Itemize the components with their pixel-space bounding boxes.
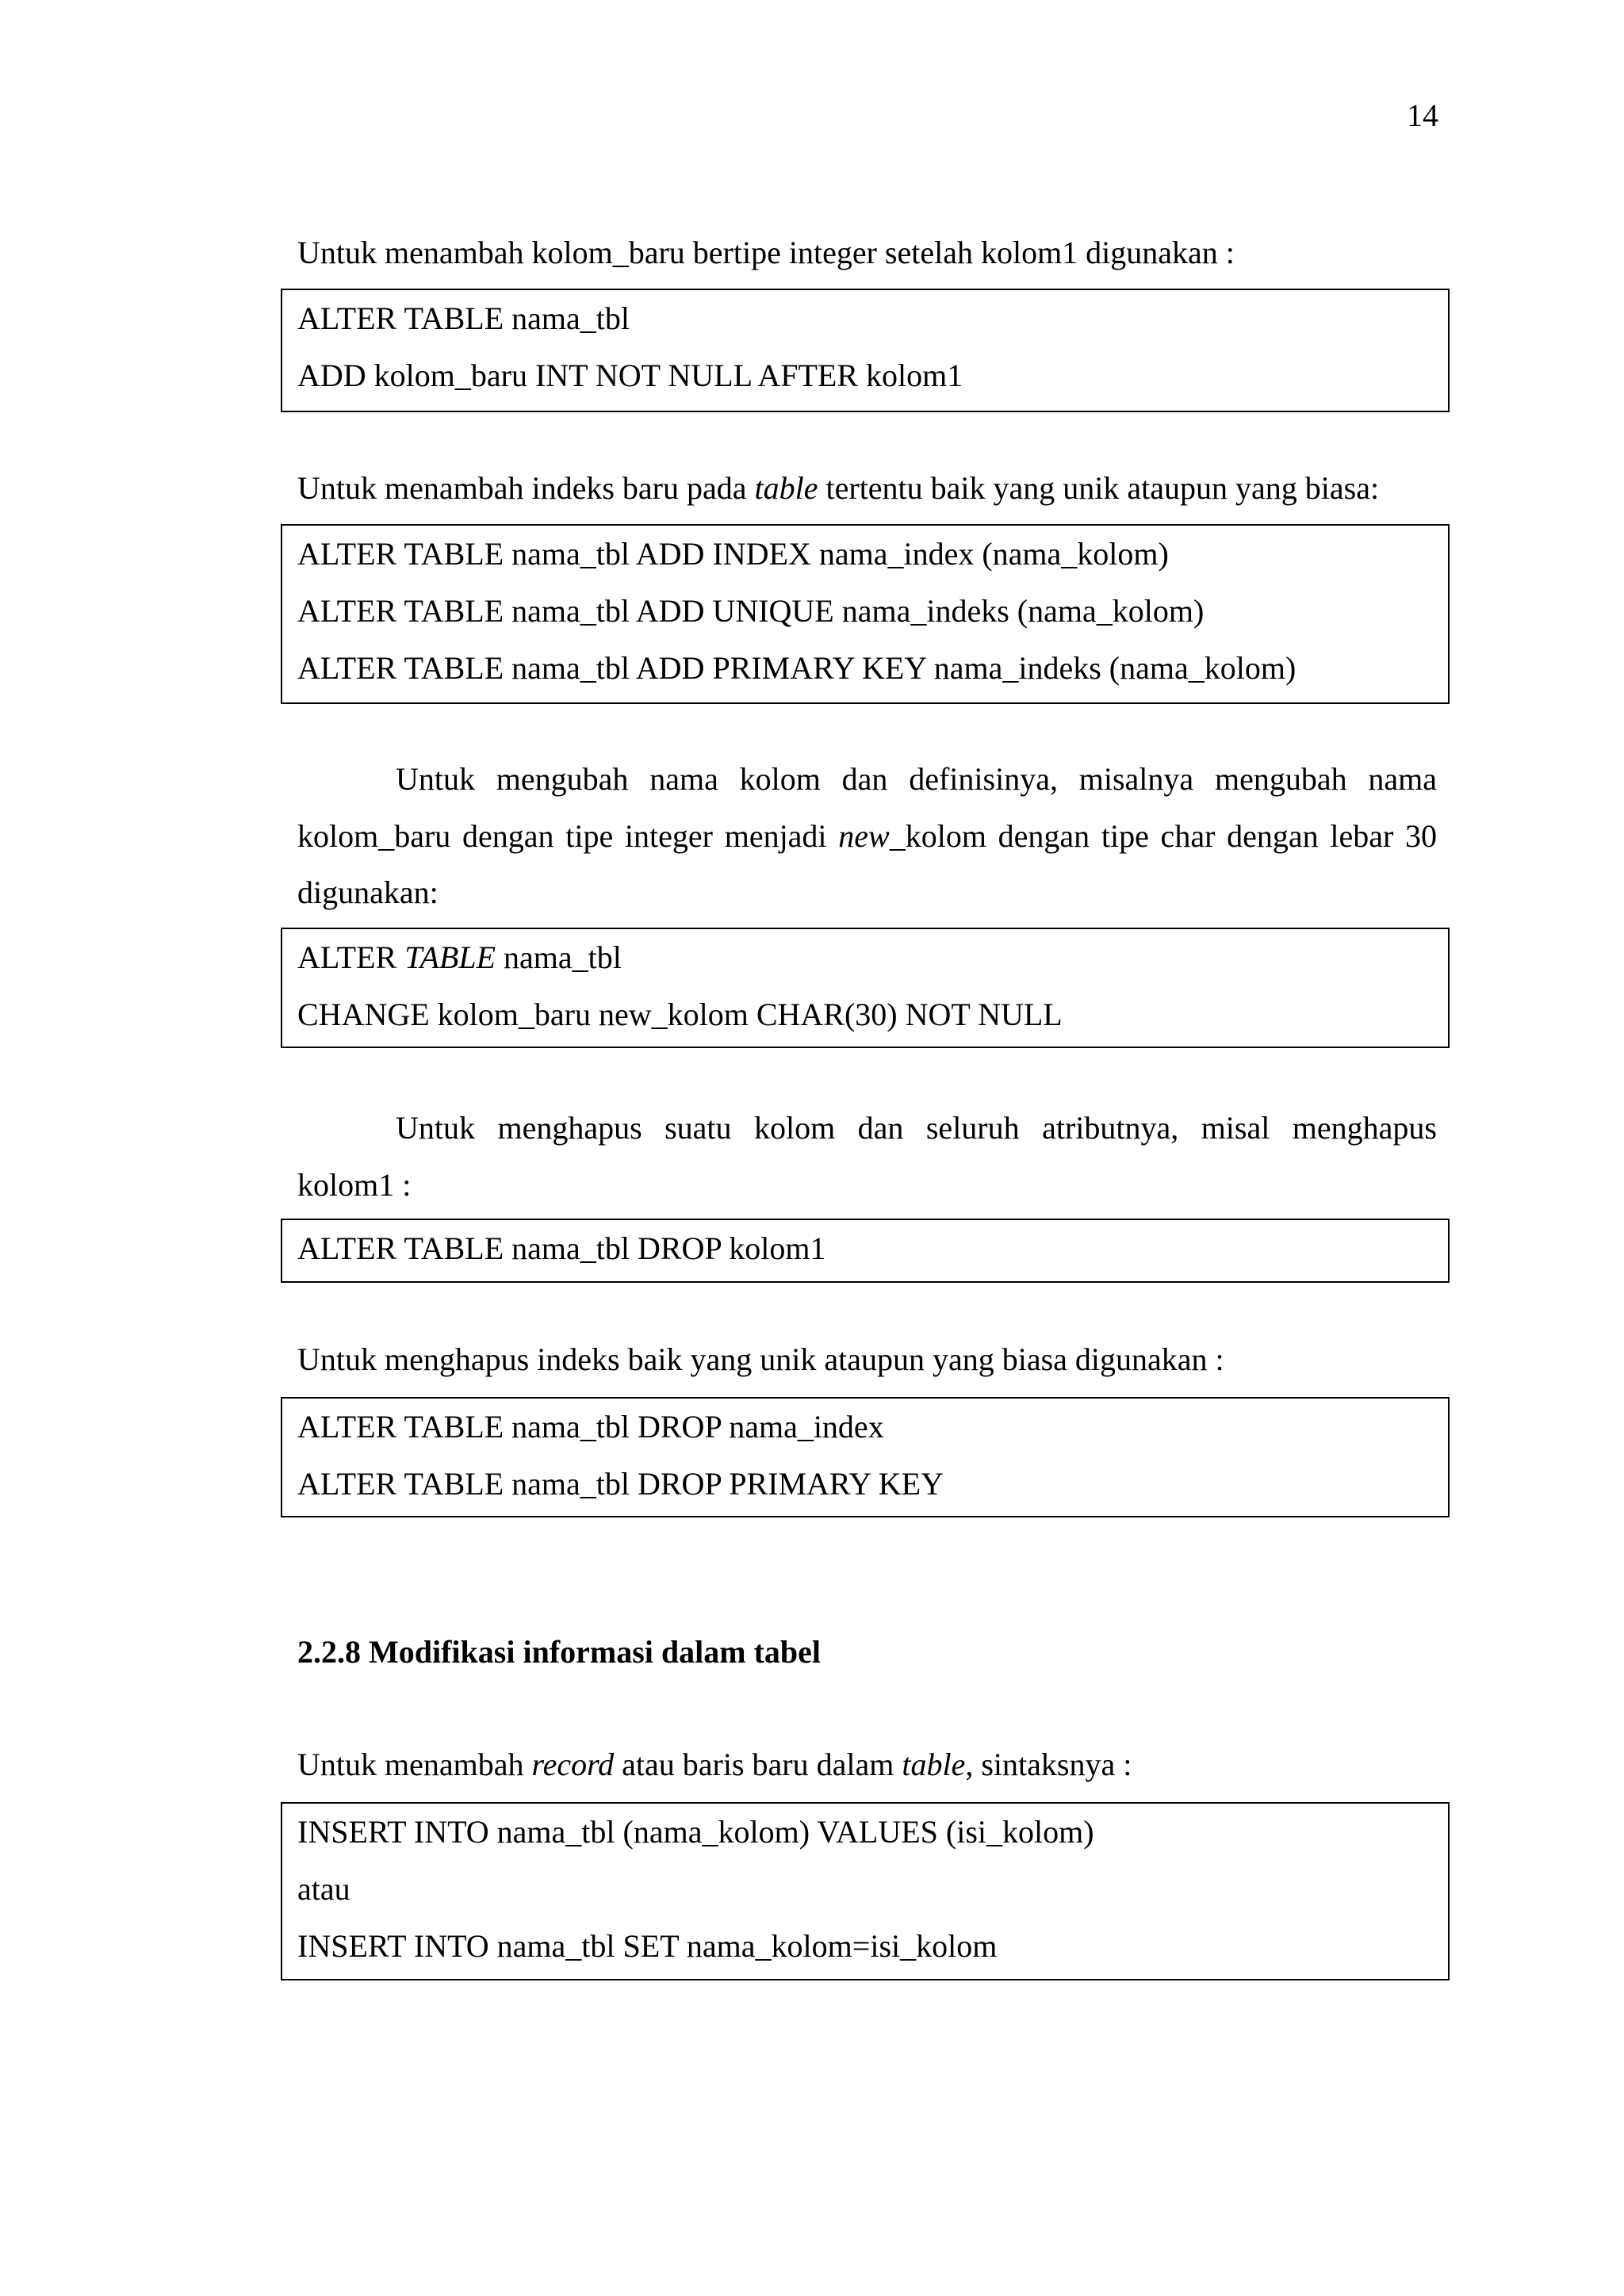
paragraph-drop-column	[297, 1100, 1437, 1213]
code-box-change-column	[281, 928, 1450, 1048]
code-line: INSERT INTO nama_tbl SET nama_kolom=isi_kolom	[297, 1928, 998, 1964]
paragraph-line: digunakan:	[297, 874, 439, 910]
paragraph-line: Untuk menambah indeks baru pada table tertentu baik yang unik ataupun yang biasa:	[297, 470, 1380, 506]
page-number: 14	[1407, 98, 1438, 133]
emphasis-text: table	[902, 1747, 966, 1782]
paragraph-insert	[297, 1736, 1437, 1793]
emphasis-text: table	[754, 470, 818, 506]
paragraph-drop-index	[297, 1331, 1437, 1388]
code-line: ALTER TABLE nama_tbl DROP nama_index	[297, 1409, 884, 1445]
emphasis-text: TABLE	[404, 939, 496, 975]
code-line: ALTER TABLE nama_tbl	[297, 939, 622, 975]
code-line: ALTER TABLE nama_tbl ADD PRIMARY KEY nama_indeks (nama_kolom)	[297, 650, 1297, 686]
paragraph-line: kolom1 :	[297, 1166, 412, 1203]
emphasis-text: record	[531, 1747, 615, 1782]
code-box-insert	[281, 1802, 1450, 1980]
code-line: ALTER TABLE nama_tbl DROP PRIMARY KEY	[297, 1466, 944, 1502]
code-line: ALTER TABLE nama_tbl	[297, 300, 630, 336]
code-line: ALTER TABLE nama_tbl ADD INDEX nama_index (nama_kolom)	[297, 536, 1169, 572]
paragraph-line: Untuk menambah kolom_baru bertipe integer setelah kolom1 digunakan :	[297, 235, 1235, 270]
code-line: ALTER TABLE nama_tbl ADD UNIQUE nama_indeks (nama_kolom)	[297, 593, 1205, 629]
paragraph-change-column	[297, 751, 1437, 921]
code-line: CHANGE kolom_baru new_kolom CHAR(30) NOT NULL	[297, 997, 1063, 1032]
code-box-add-index	[281, 524, 1450, 704]
paragraph-line: kolom_baru dengan tipe integer menjadi new_kolom dengan tipe char dengan lebar 30	[297, 817, 1437, 854]
code-line: ALTER TABLE nama_tbl DROP kolom1	[297, 1230, 826, 1266]
paragraph-line: Untuk mengubah nama kolom dan definisinya, misalnya mengubah nama	[396, 761, 1437, 797]
paragraph-line: Untuk menghapus indeks baik yang unik ataupun yang biasa digunakan :	[297, 1341, 1224, 1377]
code-box-drop-column	[281, 1219, 1450, 1283]
code-line: atau	[297, 1871, 350, 1907]
paragraph-add-column	[297, 224, 1437, 281]
paragraph-add-index	[297, 460, 1437, 517]
emphasis-text: new	[838, 817, 890, 854]
paragraph-line: Untuk menghapus suatu kolom dan seluruh atributnya, misal menghapus	[396, 1110, 1437, 1146]
code-line: ADD kolom_baru INT NOT NULL AFTER kolom1	[297, 358, 963, 393]
code-box-add-column	[281, 289, 1450, 412]
section-heading: 2.2.8 Modifikasi informasi dalam tabel	[297, 1634, 822, 1670]
code-box-drop-index	[281, 1397, 1450, 1517]
code-line: INSERT INTO nama_tbl (nama_kolom) VALUES (isi_kolom)	[297, 1814, 1094, 1850]
paragraph-line: Untuk menambah record atau baris baru dalam table, sintaksnya :	[297, 1747, 1132, 1782]
